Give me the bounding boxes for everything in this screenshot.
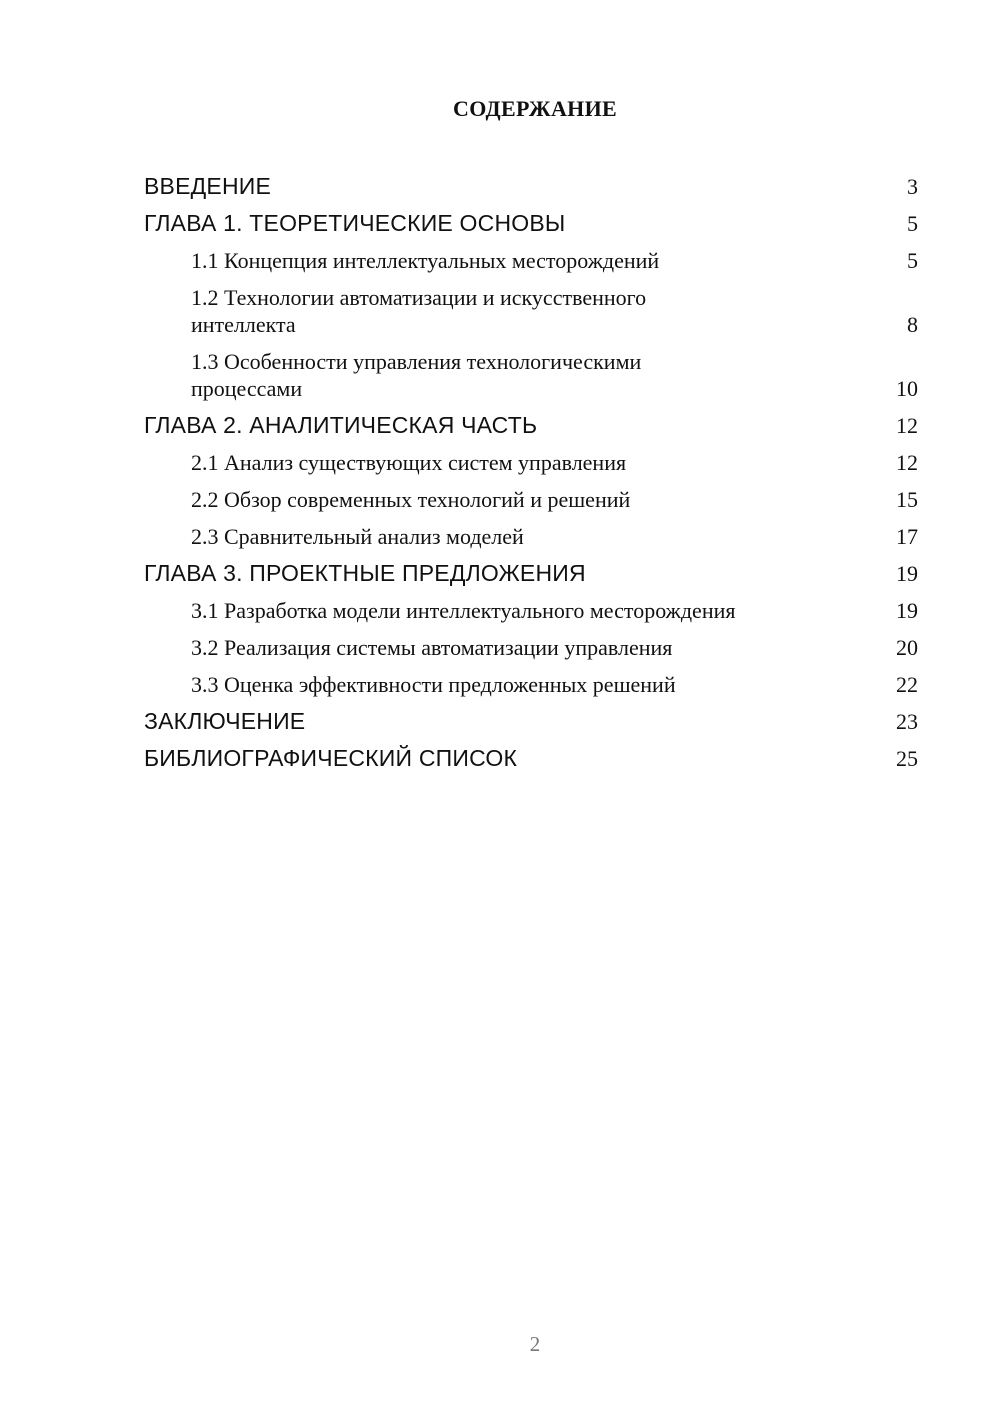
toc-entry-page: 19 xyxy=(896,561,918,586)
toc-entry-text: 1.3 Особенности управления технологическими процессами xyxy=(191,349,642,401)
toc-entry-chapter-1[interactable] xyxy=(144,205,918,242)
toc-entry-page: 20 xyxy=(896,635,918,660)
toc-entry-text: ВВЕДЕНИЕ xyxy=(144,173,272,199)
toc-entry-page: 19 xyxy=(896,598,918,623)
toc-entry-text: ЗАКЛЮЧЕНИЕ xyxy=(144,708,306,734)
toc-entry-text: 3.1 Разработка модели интеллектуального месторождения xyxy=(191,598,736,623)
toc-entry-text: 1.2 Технологии автоматизации и искусственного интеллекта xyxy=(191,285,647,337)
toc-entry-section-1-3[interactable] xyxy=(144,343,918,407)
toc-entry-page: 8 xyxy=(907,312,918,337)
toc-entry-page: 5 xyxy=(907,211,918,236)
toc-entry-section-1-1[interactable] xyxy=(144,242,918,279)
toc-entry-text: 2.3 Сравнительный анализ моделей xyxy=(191,524,524,549)
toc-entry-conclusion[interactable] xyxy=(144,703,918,740)
toc-entry-page: 25 xyxy=(896,746,918,771)
toc-entry-text: ГЛАВА 3. ПРОЕКТНЫЕ ПРЕДЛОЖЕНИЯ xyxy=(144,560,586,586)
toc-entry-chapter-2[interactable] xyxy=(144,407,918,444)
toc-entry-text: 3.3 Оценка эффективности предложенных решений xyxy=(191,672,676,697)
toc-entry-chapter-3[interactable] xyxy=(144,555,918,592)
toc-entry-introduction[interactable] xyxy=(144,168,918,205)
toc-entry-section-3-2[interactable] xyxy=(144,629,918,666)
toc-entry-page: 15 xyxy=(896,487,918,512)
toc-entry-section-2-1[interactable] xyxy=(144,444,918,481)
toc-entry-page: 10 xyxy=(896,376,918,401)
toc-entry-page: 12 xyxy=(896,450,918,475)
toc-entry-text: 2.2 Обзор современных технологий и решений xyxy=(191,487,631,512)
toc-entry-text: 1.1 Концепция интеллектуальных месторождений xyxy=(191,248,660,273)
toc-entry-text: ГЛАВА 1. ТЕОРЕТИЧЕСКИЕ ОСНОВЫ xyxy=(144,210,566,236)
toc-entry-page: 12 xyxy=(896,413,918,438)
toc-entry-text: 2.1 Анализ существующих систем управления xyxy=(191,450,627,475)
toc-entry-section-3-1[interactable] xyxy=(144,592,918,629)
toc-title: СОДЕРЖАНИЕ xyxy=(453,96,617,121)
toc-entry-page: 22 xyxy=(896,672,918,697)
toc-entry-bibliography[interactable] xyxy=(144,740,918,777)
toc-entry-section-3-3[interactable] xyxy=(144,666,918,703)
toc-entry-section-1-2[interactable] xyxy=(144,279,918,343)
toc-entry-page: 17 xyxy=(896,524,918,549)
toc-entry-page: 5 xyxy=(907,248,918,273)
page-number: 2 xyxy=(529,1332,541,1356)
toc-entry-text: БИБЛИОГРАФИЧЕСКИЙ СПИСОК xyxy=(144,745,518,771)
toc-entry-section-2-3[interactable] xyxy=(144,518,918,555)
toc-entry-page: 23 xyxy=(896,709,918,734)
toc-entry-text: 3.2 Реализация системы автоматизации управления xyxy=(191,635,673,660)
toc-entry-section-2-2[interactable] xyxy=(144,481,918,518)
toc-entry-text: ГЛАВА 2. АНАЛИТИЧЕСКАЯ ЧАСТЬ xyxy=(144,412,538,438)
toc-entry-page: 3 xyxy=(907,174,918,199)
table-of-contents xyxy=(144,168,918,777)
